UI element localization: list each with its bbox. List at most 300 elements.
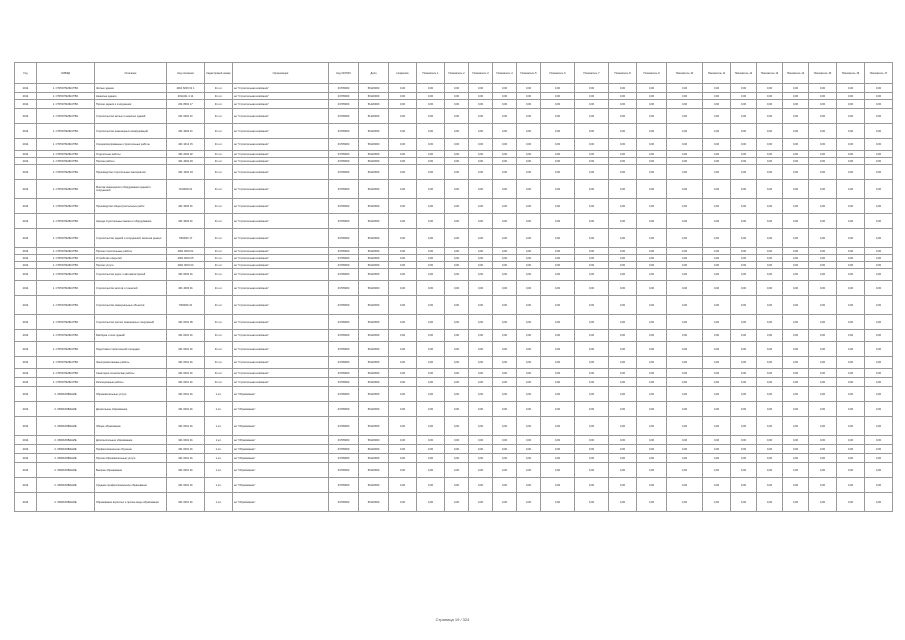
table-cell: 04705000: [329, 478, 359, 493]
table-cell: 51420000: [359, 100, 389, 109]
table-cell: 0,00: [541, 262, 575, 269]
table-cell: 2014: [15, 262, 37, 269]
table-cell: Профессиональное обучение: [95, 445, 167, 454]
table-cell: 41 шт.: [205, 84, 233, 93]
table-cell: 0,00: [637, 93, 667, 100]
table-cell: 0,00: [517, 436, 541, 445]
table-cell: 0,00: [667, 378, 703, 387]
table-cell: 0,00: [389, 463, 417, 478]
table-cell: Строительство дорог и автомагистралей: [95, 269, 167, 281]
table-cell: 0,00: [757, 165, 783, 180]
table-cell: Устройство покрытий: [95, 255, 167, 262]
table-cell: 2014: [15, 387, 37, 402]
table-cell: 0,00: [637, 417, 667, 436]
table-cell: 0,00: [731, 165, 757, 180]
table-cell: 0,00: [667, 463, 703, 478]
table-cell: 0,00: [837, 342, 865, 357]
table-cell: 0,00: [493, 248, 517, 255]
page-footer: [0, 617, 905, 622]
table-cell: 50120000: [359, 357, 389, 369]
table-cell: 2014: [15, 100, 37, 109]
table-cell: 0,00: [731, 109, 757, 124]
table-cell: 0,00: [731, 100, 757, 109]
table-cell: 50120000: [359, 493, 389, 512]
table-cell: 0,00: [667, 402, 703, 417]
table-cell: 0,00: [703, 357, 731, 369]
table-cell: 0,00: [493, 342, 517, 357]
table-cell: 0,00: [783, 493, 809, 512]
table-cell: 0,00: [541, 93, 575, 100]
table-cell: 401 0001 01: [167, 493, 205, 512]
table-cell: 0,00: [809, 262, 837, 269]
table-cell: 0,00: [703, 248, 731, 255]
table-cell: 0,00: [417, 255, 445, 262]
table-cell: 0,00: [609, 262, 637, 269]
table-cell: 0,00: [541, 269, 575, 281]
table-cell: Образование взрослых и прочие виды образования: [95, 493, 167, 512]
table-cell: 04705000: [329, 93, 359, 100]
table-cell: 0,00: [445, 281, 469, 296]
table-cell: 0,00: [541, 378, 575, 387]
table-row: [15, 378, 893, 387]
table-cell: 0,00: [575, 139, 609, 151]
table-cell: 0,00: [865, 342, 893, 357]
table-row: [15, 124, 893, 139]
table-cell: 0,00: [837, 378, 865, 387]
table-cell: 0,00: [445, 402, 469, 417]
table-cell: 0,00: [517, 296, 541, 315]
table-cell: 1 шт.: [205, 445, 233, 454]
table-cell: 0,00: [703, 180, 731, 199]
table-cell: 4014411 4 14: [167, 93, 205, 100]
table-cell: 0,00: [417, 454, 445, 463]
table-row: [15, 387, 893, 402]
table-cell: 0,00: [469, 255, 493, 262]
table-cell: 0,00: [609, 109, 637, 124]
table-cell: 0,00: [445, 165, 469, 180]
table-cell: 0,00: [389, 342, 417, 357]
table-cell: 0,00: [575, 357, 609, 369]
table-cell: 0,00: [417, 387, 445, 402]
table-cell: 0,00: [637, 315, 667, 330]
table-cell: 04705000: [329, 139, 359, 151]
table-cell: 0,00: [637, 369, 667, 378]
spreadsheet-sheet: [14, 62, 892, 512]
table-row: [15, 93, 893, 100]
table-cell: 1. СТРОИТЕЛЬСТВО: [37, 180, 95, 199]
table-cell: 0,00: [389, 387, 417, 402]
table-cell: 0,00: [637, 478, 667, 493]
table-cell: 0,00: [541, 454, 575, 463]
table-cell: 0,00: [609, 139, 637, 151]
table-cell: 50120000: [359, 165, 389, 180]
table-cell: 0,00: [809, 402, 837, 417]
table-cell: 50120000: [359, 387, 389, 402]
table-cell: ао "Строительная компания": [233, 378, 329, 387]
table-cell: 0,00: [667, 109, 703, 124]
table-cell: 0,00: [731, 478, 757, 493]
table-cell: Электромонтажные работы: [95, 357, 167, 369]
column-header: Код ОКТМО: [329, 63, 359, 84]
table-cell: 0,00: [517, 248, 541, 255]
table-row: [15, 454, 893, 463]
table-cell: 0,00: [541, 248, 575, 255]
table-cell: 0,00: [837, 454, 865, 463]
table-cell: 0,00: [417, 378, 445, 387]
column-header: Показатель 2: [445, 63, 469, 84]
table-row: [15, 417, 893, 436]
table-cell: 0,00: [417, 229, 445, 248]
table-cell: 0,00: [469, 158, 493, 165]
column-header: Показатель 12: [731, 63, 757, 84]
table-cell: 0,00: [837, 158, 865, 165]
table-cell: 0,00: [865, 248, 893, 255]
table-cell: 0,00: [541, 463, 575, 478]
table-cell: 0,00: [731, 296, 757, 315]
table-cell: ао "Строительная компания": [233, 84, 329, 93]
table-cell: 0,00: [837, 214, 865, 229]
table-cell: 0,00: [757, 402, 783, 417]
table-cell: 0,00: [469, 180, 493, 199]
column-header: ОКВЭД: [37, 63, 95, 84]
table-cell: 0,00: [517, 93, 541, 100]
table-cell: 0,00: [637, 463, 667, 478]
table-cell: 04705000: [329, 387, 359, 402]
table-cell: 0,00: [417, 214, 445, 229]
table-row: [15, 165, 893, 180]
table-cell: 2014: [15, 109, 37, 124]
table-cell: 401 4003 01: [167, 281, 205, 296]
table-cell: 0,00: [493, 93, 517, 100]
table-cell: 0,00: [541, 402, 575, 417]
table-cell: Дошкольное образование: [95, 402, 167, 417]
table-cell: 0,00: [445, 199, 469, 214]
table-cell: 0,00: [865, 180, 893, 199]
table-row: [15, 180, 893, 199]
table-cell: 0,00: [389, 454, 417, 463]
table-cell: 0,00: [783, 330, 809, 342]
table-cell: 0,00: [667, 139, 703, 151]
table-cell: 0,00: [517, 124, 541, 139]
table-cell: 41 шт.: [205, 255, 233, 262]
table-cell: 2014: [15, 255, 37, 262]
table-cell: 0,00: [865, 151, 893, 158]
table-cell: 0,00: [731, 315, 757, 330]
table-cell: 0,00: [493, 387, 517, 402]
table-cell: 50120000: [359, 436, 389, 445]
table-cell: ао "Строительная компания": [233, 158, 329, 165]
table-cell: 0,00: [837, 151, 865, 158]
table-cell: 0,00: [637, 124, 667, 139]
table-cell: Строительство жилых и нежилых зданий: [95, 109, 167, 124]
table-cell: 0,00: [837, 124, 865, 139]
table-cell: 0,00: [757, 262, 783, 269]
table-cell: 0,00: [837, 269, 865, 281]
table-cell: 401 0001 05: [167, 315, 205, 330]
table-cell: 41 шт.: [205, 109, 233, 124]
column-header: Показатель 1: [417, 63, 445, 84]
table-cell: 0,00: [541, 342, 575, 357]
table-cell: 401 0001 01: [167, 445, 205, 454]
table-cell: 1. СТРОИТЕЛЬСТВО: [37, 357, 95, 369]
table-cell: 0,00: [493, 109, 517, 124]
table-cell: 04705000: [329, 100, 359, 109]
table-cell: 0,00: [417, 436, 445, 445]
table-cell: 0,00: [575, 93, 609, 100]
table-cell: 0,00: [809, 342, 837, 357]
table-body: [15, 84, 893, 512]
table-cell: 0,00: [865, 255, 893, 262]
table-cell: 50120000: [359, 124, 389, 139]
table-cell: 0,00: [609, 296, 637, 315]
table-cell: 0,00: [417, 151, 445, 158]
table-cell: 0,00: [757, 417, 783, 436]
table-cell: 0,00: [809, 100, 837, 109]
table-cell: Дополнительное образование: [95, 436, 167, 445]
table-cell: ао "Строительная компания": [233, 342, 329, 357]
table-cell: 41 шт.: [205, 262, 233, 269]
table-row: [15, 100, 893, 109]
table-row: [15, 357, 893, 369]
table-cell: Среднее профессиональное образование: [95, 478, 167, 493]
table-cell: 0,00: [667, 330, 703, 342]
table-cell: 04705000: [329, 417, 359, 436]
table-cell: 0,00: [757, 369, 783, 378]
table-cell: 0,00: [609, 463, 637, 478]
table-cell: 0,00: [389, 369, 417, 378]
table-cell: 0,00: [731, 445, 757, 454]
table-cell: 0,00: [783, 369, 809, 378]
table-cell: 401 0001 01: [167, 436, 205, 445]
table-cell: Строительство мостов и тоннелей: [95, 281, 167, 296]
table-cell: 2014: [15, 342, 37, 357]
table-cell: 0,00: [575, 296, 609, 315]
table-cell: Аренда строительных машин и оборудования: [95, 214, 167, 229]
table-cell: 0,00: [757, 269, 783, 281]
table-cell: 0,00: [837, 255, 865, 262]
table-cell: 0,00: [837, 493, 865, 512]
table-cell: 0,00: [417, 417, 445, 436]
table-cell: 0,00: [783, 315, 809, 330]
table-cell: 0,00: [445, 151, 469, 158]
table-cell: 50120000: [359, 445, 389, 454]
table-cell: 0,00: [809, 158, 837, 165]
table-row: [15, 330, 893, 342]
table-cell: 1. СТРОИТЕЛЬСТВО: [37, 93, 95, 100]
table-cell: 0,00: [609, 357, 637, 369]
table-cell: 1. СТРОИТЕЛЬСТВО: [37, 139, 95, 151]
table-cell: 0,00: [417, 357, 445, 369]
table-cell: 0,00: [609, 342, 637, 357]
table-cell: 0,00: [609, 478, 637, 493]
table-cell: 0,00: [637, 139, 667, 151]
table-cell: 2014: [15, 214, 37, 229]
table-cell: 0,00: [667, 100, 703, 109]
table-cell: 1 шт.: [205, 463, 233, 478]
table-cell: 0,00: [865, 93, 893, 100]
table-cell: 2014: [15, 493, 37, 512]
table-cell: 0,00: [389, 165, 417, 180]
table-cell: ао "Строительная компания": [233, 281, 329, 296]
table-cell: 04705000: [329, 357, 359, 369]
column-header: Показатель 7: [575, 63, 609, 84]
table-cell: 0,00: [609, 269, 637, 281]
table-cell: 04705000: [329, 84, 359, 93]
table-cell: 0,00: [517, 493, 541, 512]
table-cell: 0,00: [417, 478, 445, 493]
table-row: [15, 214, 893, 229]
table-cell: Монтаж инженерного оборудования зданий и сооружений: [95, 180, 167, 199]
table-cell: 1. СТРОИТЕЛЬСТВО: [37, 248, 95, 255]
table-cell: 0,00: [417, 330, 445, 342]
table-cell: 2014: [15, 281, 37, 296]
table-cell: 0,00: [865, 158, 893, 165]
table-cell: 0,00: [783, 84, 809, 93]
table-cell: 0,00: [469, 296, 493, 315]
table-cell: 0,00: [837, 281, 865, 296]
table-cell: 0,00: [757, 151, 783, 158]
table-cell: 0,00: [575, 100, 609, 109]
table-cell: 401 0001 01: [167, 387, 205, 402]
table-cell: 0,00: [445, 100, 469, 109]
table-cell: ао "Строительная компания": [233, 109, 329, 124]
table-cell: 2014: [15, 124, 37, 139]
table-cell: 04705000: [329, 402, 359, 417]
table-cell: 0,00: [389, 281, 417, 296]
table-row: [15, 255, 893, 262]
table-cell: 0,00: [493, 402, 517, 417]
table-cell: 0,00: [469, 214, 493, 229]
table-cell: 0,00: [609, 248, 637, 255]
table-cell: 04705000: [329, 315, 359, 330]
table-cell: 0,00: [575, 478, 609, 493]
table-cell: 0,00: [389, 109, 417, 124]
table-cell: 0,00: [703, 402, 731, 417]
table-cell: 50120000: [359, 417, 389, 436]
table-cell: 50120000: [359, 158, 389, 165]
table-cell: 0,00: [837, 109, 865, 124]
table-cell: 0,00: [667, 262, 703, 269]
table-cell: ао "Образование": [233, 454, 329, 463]
table-row: [15, 262, 893, 269]
table-cell: 0,00: [783, 436, 809, 445]
table-cell: 401 0001 01: [167, 478, 205, 493]
table-cell: 0,00: [783, 229, 809, 248]
table-cell: 0,00: [809, 315, 837, 330]
table-cell: 0,00: [417, 262, 445, 269]
table-cell: 0,00: [837, 478, 865, 493]
table-cell: 0,00: [575, 454, 609, 463]
table-cell: 0,00: [445, 454, 469, 463]
table-cell: 0,00: [417, 445, 445, 454]
table-cell: 0,00: [731, 214, 757, 229]
table-cell: 0,00: [445, 248, 469, 255]
table-cell: 0,00: [783, 109, 809, 124]
table-cell: Строительство инженерных коммуникаций: [95, 124, 167, 139]
table-cell: ао "Образование": [233, 402, 329, 417]
table-cell: 1 шт.: [205, 387, 233, 402]
table-header: [15, 63, 893, 84]
column-header: Показатель 10: [667, 63, 703, 84]
table-cell: Изоляционные работы: [95, 378, 167, 387]
table-cell: 0,00: [637, 229, 667, 248]
table-cell: 0,00: [837, 199, 865, 214]
table-cell: 0,00: [757, 357, 783, 369]
table-cell: 0,00: [493, 454, 517, 463]
table-cell: 1. СТРОИТЕЛЬСТВО: [37, 124, 95, 139]
table-cell: 0,00: [469, 357, 493, 369]
table-cell: ао "Строительная компания": [233, 269, 329, 281]
table-cell: 0,00: [703, 281, 731, 296]
table-cell: 0,00: [609, 100, 637, 109]
table-cell: 2014: [15, 139, 37, 151]
table-cell: 0,00: [865, 262, 893, 269]
table-cell: 0,00: [445, 124, 469, 139]
table-row: [15, 139, 893, 151]
table-cell: 0,00: [517, 158, 541, 165]
table-cell: 41 шт.: [205, 269, 233, 281]
table-cell: 0,00: [703, 109, 731, 124]
table-cell: 0,00: [517, 229, 541, 248]
table-cell: 0,00: [809, 248, 837, 255]
table-cell: 0,00: [541, 357, 575, 369]
column-header: Показатель 13: [757, 63, 783, 84]
table-cell: 0,00: [731, 151, 757, 158]
table-cell: 1. СТРОИТЕЛЬСТВО: [37, 151, 95, 158]
table-cell: 0,00: [783, 357, 809, 369]
table-cell: Отделочные работы: [95, 151, 167, 158]
table-cell: 1. СТРОИТЕЛЬСТВО: [37, 158, 95, 165]
table-cell: 0,00: [865, 84, 893, 93]
table-cell: 401 0001 01: [167, 357, 205, 369]
table-cell: 0,00: [809, 378, 837, 387]
table-cell: 2. ОБРАЗОВАНИЕ: [37, 493, 95, 512]
table-cell: 0,00: [541, 387, 575, 402]
column-header: Показатель 4: [493, 63, 517, 84]
table-cell: 0,00: [809, 109, 837, 124]
table-cell: ао "Строительная компания": [233, 315, 329, 330]
table-cell: 0,00: [667, 315, 703, 330]
table-cell: 0,00: [637, 214, 667, 229]
table-cell: 2014: [15, 151, 37, 158]
table-cell: 0,00: [637, 151, 667, 158]
table-cell: 0,00: [389, 357, 417, 369]
table-cell: 401 3414 15: [167, 139, 205, 151]
table-cell: 0,00: [493, 84, 517, 93]
table-cell: 0,00: [703, 445, 731, 454]
table-cell: 0,00: [637, 445, 667, 454]
table-cell: 41 шт.: [205, 330, 233, 342]
table-cell: 0,00: [865, 165, 893, 180]
table-cell: 0,00: [541, 417, 575, 436]
table-cell: 0,00: [445, 493, 469, 512]
table-cell: 401 0001 01: [167, 369, 205, 378]
table-cell: ао "Образование": [233, 463, 329, 478]
table-cell: 0,00: [517, 281, 541, 296]
table-cell: 0,00: [609, 387, 637, 402]
table-cell: 2014: [15, 445, 37, 454]
table-cell: 0,00: [809, 165, 837, 180]
table-cell: 0,00: [445, 255, 469, 262]
table-cell: 0,00: [757, 387, 783, 402]
table-cell: 0,00: [667, 445, 703, 454]
table-cell: 0,00: [469, 330, 493, 342]
table-cell: 2. ОБРАЗОВАНИЕ: [37, 402, 95, 417]
table-cell: 0,00: [637, 158, 667, 165]
table-cell: ао "Строительная компания": [233, 199, 329, 214]
table-cell: 0,00: [417, 158, 445, 165]
table-cell: 0,00: [541, 493, 575, 512]
